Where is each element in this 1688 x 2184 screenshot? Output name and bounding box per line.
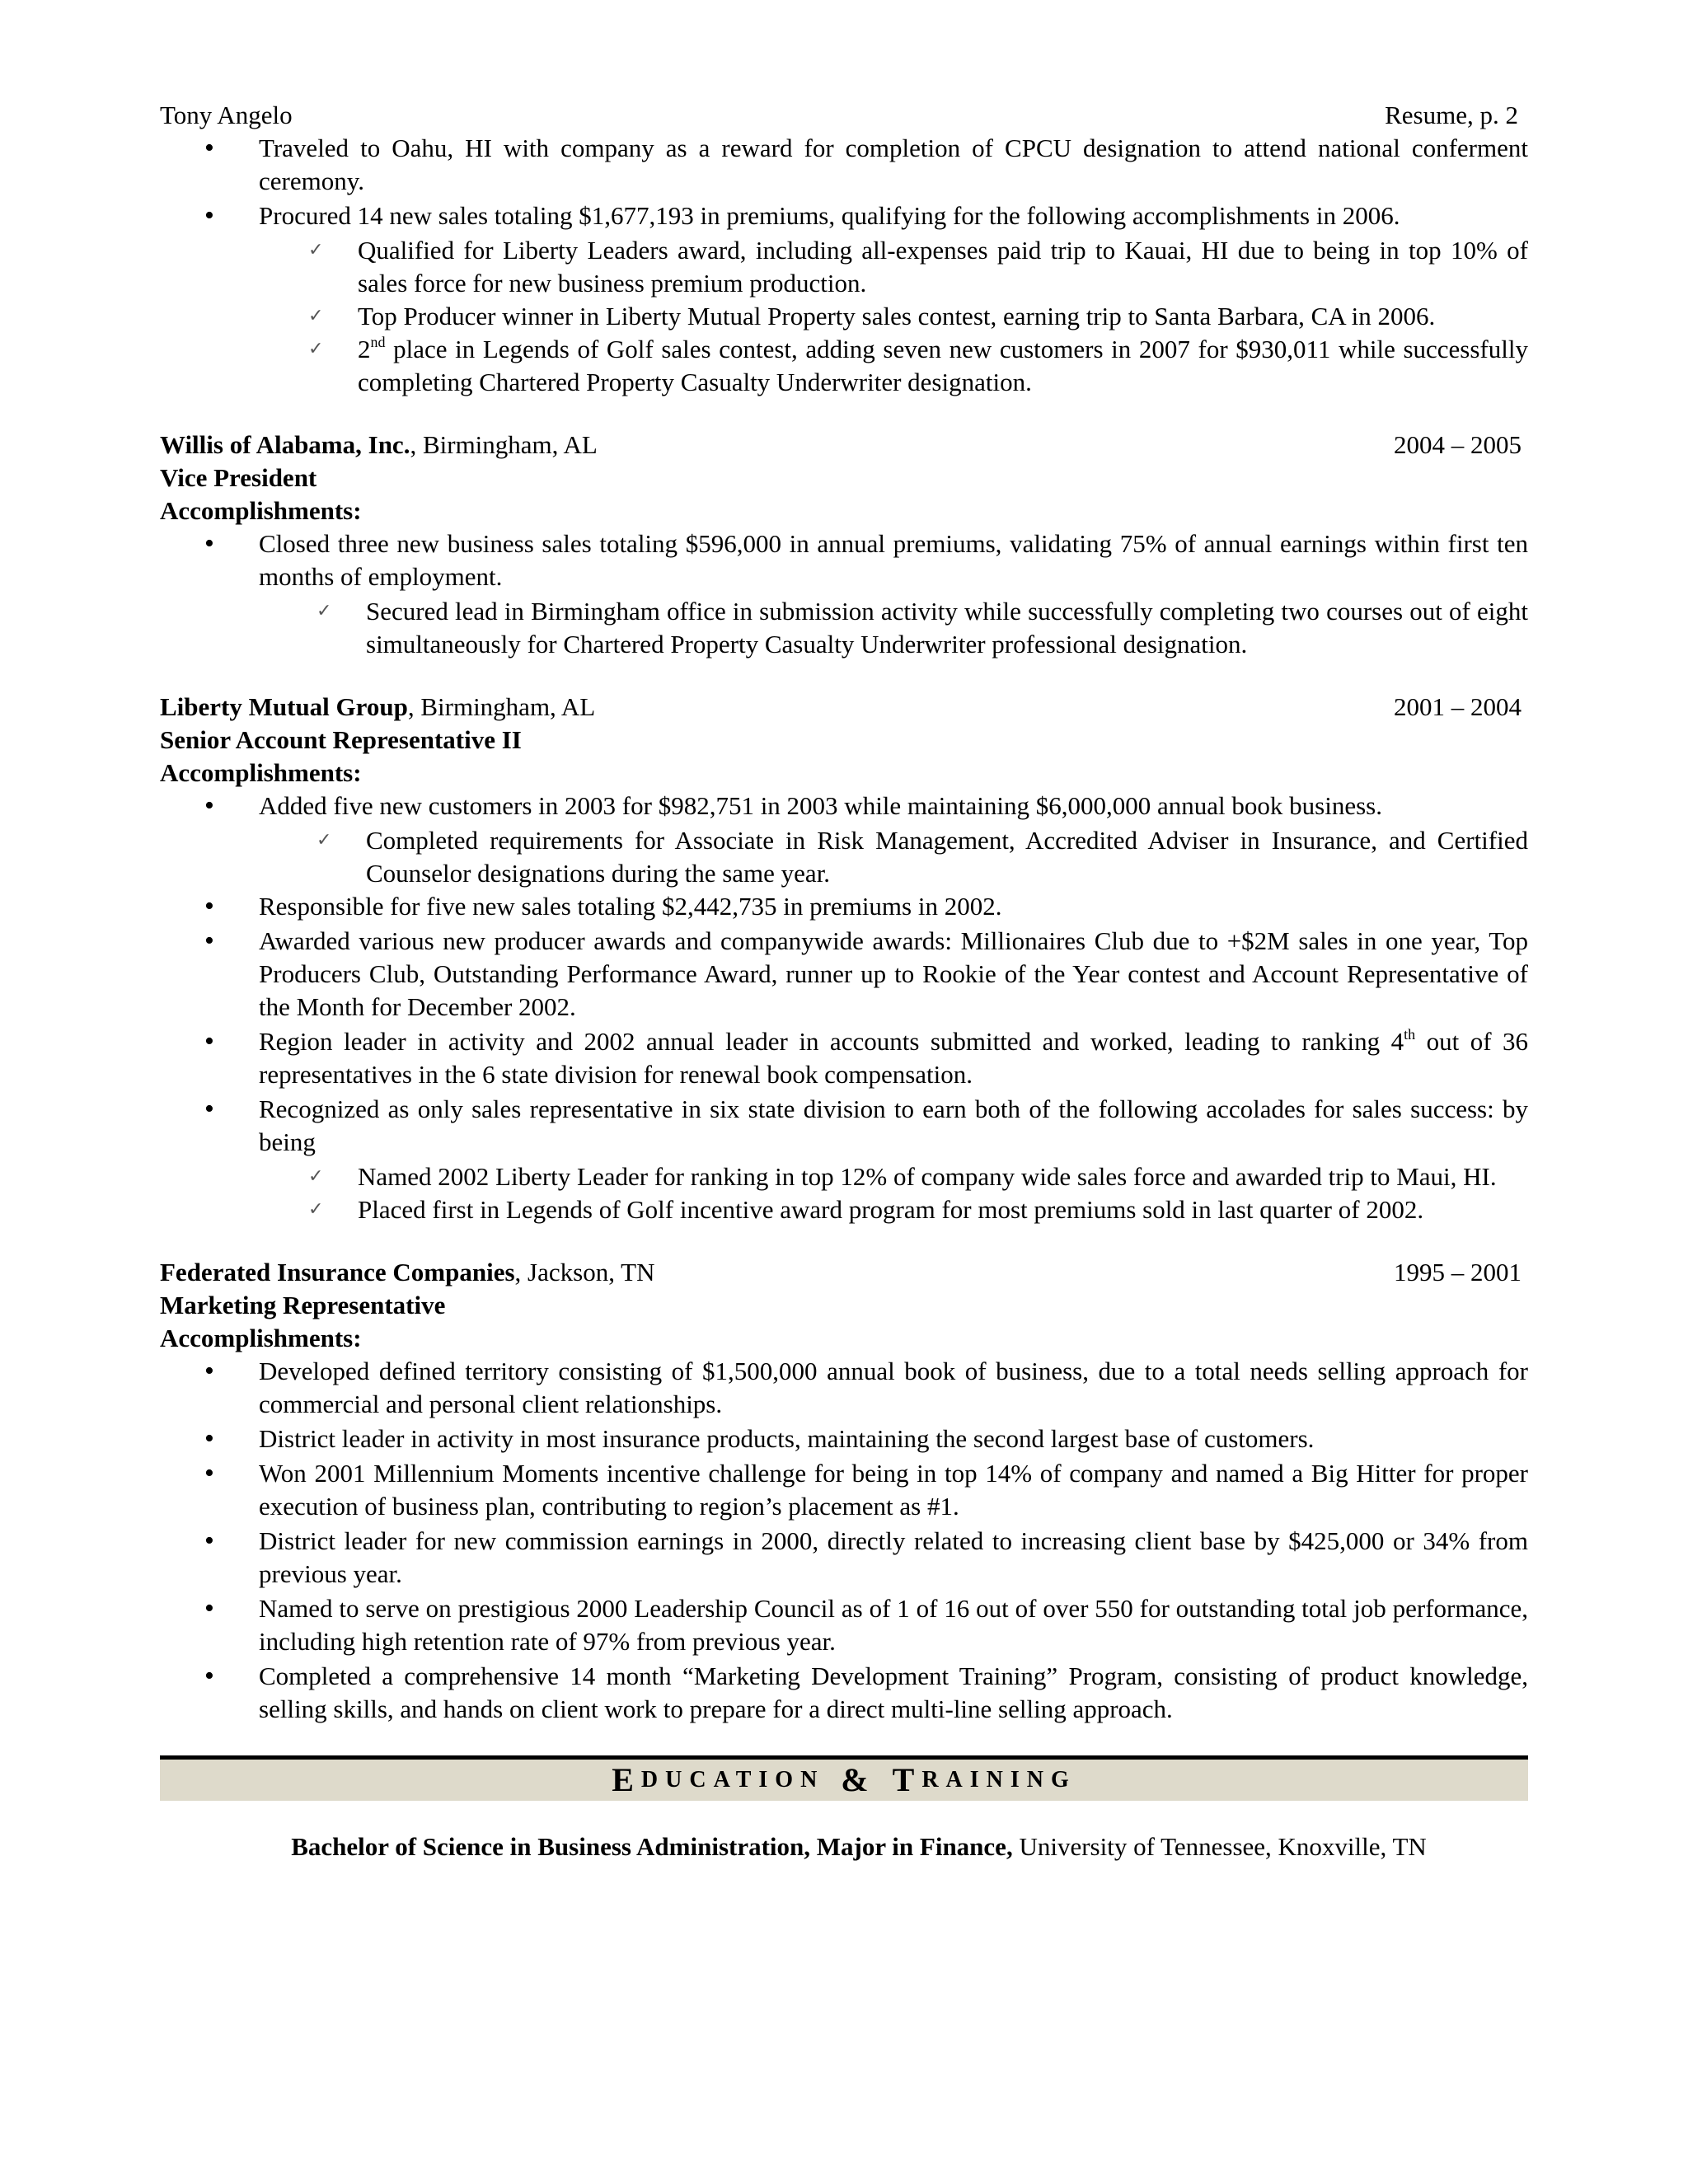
list-item: • Region leader in activity and 2002 annual leader in accounts submitted and worked, leading to ranking 4th out of 36 representatives in the 6 state division for renewal book compensation. [160, 1025, 1528, 1091]
intro-check-list [160, 234, 1528, 399]
check-icon: ✓ [308, 339, 324, 359]
check-item: ✓ Secured lead in Birmingham office in submission activity while successfully completing two courses out of eight simultaneously for Chartered Property Casualty Underwriter professional designation. [316, 597, 1528, 658]
education-section-heading: E DUCATION & T RAINING [160, 1755, 1528, 1801]
list-item: • District leader for new commission earnings in 2000, directly related to increasing client base by $425,000 or 34% from previous year. [160, 1525, 1528, 1591]
job-header [160, 1256, 1528, 1289]
check-icon: ✓ [308, 240, 324, 260]
check-icon: ✓ [308, 1199, 324, 1220]
job-federated [160, 1256, 1528, 1726]
company-name: Federated Insurance Companies [160, 1258, 515, 1286]
header-name: Tony Angelo [160, 101, 293, 129]
list-item: • District leader in activity in most insurance products, maintaining the second largest base of customers. [160, 1422, 1528, 1455]
header-page-label: Resume, p. 2 [1385, 101, 1518, 129]
check-item: ✓ 2nd place in Legends of Golf sales contest, adding seven new customers in 2007 for $930,011 while successfully completing Chartered Property Casualty Underwriter designation. [308, 333, 1528, 396]
accomplishments-label: Accomplishments: [160, 1324, 362, 1352]
list-item: • Completed a comprehensive 14 month “Marketing Development Training” Program, consisting of product knowledge, selling skills, and hands on client work to prepare for a direct multi-line selling approach. [160, 1660, 1528, 1726]
list-item: • Developed defined territory consisting of $1,500,000 annual book of business, due to a total needs selling approach for commercial and personal client relationships. [160, 1355, 1528, 1421]
check-icon: ✓ [308, 1166, 324, 1187]
check-icon: ✓ [316, 830, 332, 851]
company-name: Willis of Alabama, Inc. [160, 430, 410, 459]
job-dates: 2004 – 2005 [1394, 430, 1522, 459]
check-icon: ✓ [308, 306, 324, 326]
job-title: Vice President [160, 463, 317, 492]
intro-bullet-list [160, 132, 1528, 232]
check-item: ✓ Top Producer winner in Liberty Mutual Property sales contest, earning trip to Santa Barbara, CA in 2006. [160, 300, 1528, 333]
company-location: , Jackson, TN [514, 1258, 655, 1286]
list-item: • Awarded various new producer awards and companywide awards: Millionaires Club due to +$2M sales in one year, Top Producers Club, Outstanding Performance Award, runner up to Rookie of the Year contest and Account Representative of the Month for December 2002. [160, 925, 1528, 1024]
list-item: • Named to serve on prestigious 2000 Leadership Council as of 1 of 16 out of over 550 for outstanding total job performance, including high retention rate of 97% from previous year. [160, 1592, 1528, 1658]
school: University of Tennessee, Knoxville, TN [1012, 1832, 1427, 1861]
job-header [160, 429, 1528, 462]
check-item: ✓ Completed requirements for Associate in Risk Management, Accredited Adviser in Insurance, and Certified Counselor designations during the same year. [316, 826, 1528, 888]
accomplishments-label: Accomplishments: [160, 496, 362, 525]
list-item: • Procured 14 new sales totaling $1,677,193 in premiums, qualifying for the following accomplishments in 2006. [160, 199, 1528, 232]
job-dates: 2001 – 2004 [1394, 692, 1522, 721]
education-entry [160, 1830, 1528, 1863]
list-item: • Added five new customers in 2003 for $982,751 in 2003 while maintaining $6,000,000 annual book business. [160, 790, 1528, 823]
degree: Bachelor of Science in Business Administration, Major in Finance, [291, 1832, 1013, 1861]
check-item: ✓ Named 2002 Liberty Leader for ranking in top 12% of company wide sales force and awarded trip to Maui, HI. [160, 1160, 1528, 1193]
list-item: • Responsible for five new sales totaling $2,442,735 in premiums in 2002. [160, 890, 1528, 923]
job-title: Marketing Representative [160, 1291, 446, 1319]
job-liberty-mutual [160, 691, 1528, 1226]
company-location: , Birmingham, AL [410, 430, 598, 459]
job-willis [160, 429, 1528, 661]
job-dates: 1995 – 2001 [1394, 1258, 1522, 1286]
accomplishments-label: Accomplishments: [160, 758, 362, 787]
resume-content [160, 99, 1528, 1863]
list-item: • Recognized as only sales representative in six state division to earn both of the following accolades for sales success: by being [160, 1093, 1528, 1159]
list-item: • Traveled to Oahu, HI with company as a reward for completion of CPCU designation to attend national conferment ceremony. [160, 132, 1528, 198]
check-icon: ✓ [316, 601, 332, 621]
list-item: • Won 2001 Millennium Moments incentive challenge for being in top 14% of company and named a Big Hitter for proper execution of business plan, contributing to region’s placement as #1. [160, 1457, 1528, 1523]
list-item: • Closed three new business sales totaling $596,000 in annual premiums, validating 75% of annual earnings within first ten months of employment. [160, 527, 1528, 593]
company-name: Liberty Mutual Group [160, 692, 408, 721]
page-header [160, 99, 1528, 132]
check-item: ✓ Qualified for Liberty Leaders award, including all-expenses paid trip to Kauai, HI due to being in top 10% of sales force for new business premium production. [308, 236, 1528, 298]
job-title: Senior Account Representative II [160, 725, 522, 754]
job-header [160, 691, 1528, 724]
check-item: ✓ Placed first in Legends of Golf incentive award program for most premiums sold in last quarter of 2002. [160, 1193, 1528, 1226]
company-location: , Birmingham, AL [407, 692, 596, 721]
